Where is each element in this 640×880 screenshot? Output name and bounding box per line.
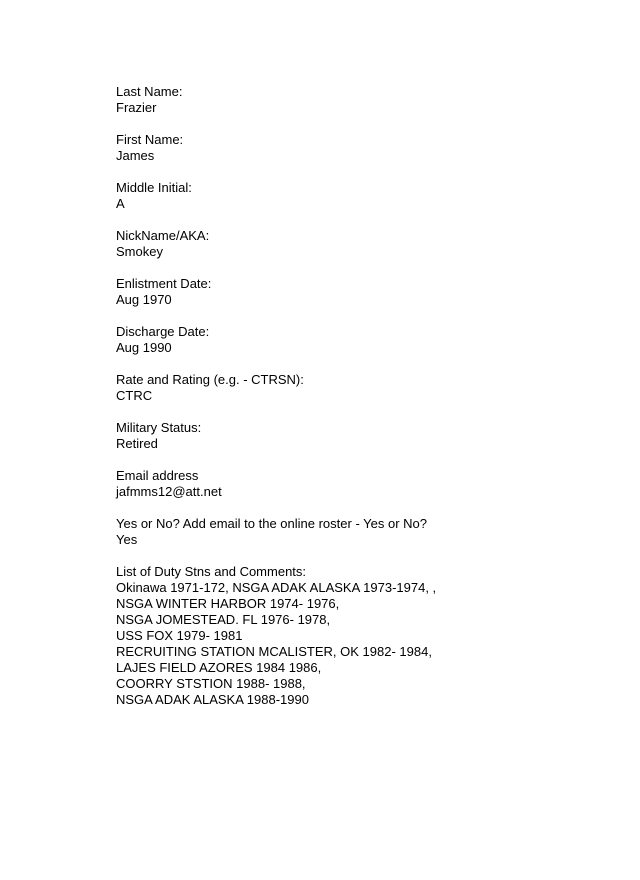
duty-station-line: LAJES FIELD AZORES 1984 1986, <box>116 660 322 675</box>
duty-station-line: NSGA ADAK ALASKA 1988-1990 <box>116 692 309 707</box>
roster-optin-field <box>116 516 436 548</box>
rate-rating-value: CTRC <box>116 388 153 403</box>
enlistment-date-field <box>116 276 436 308</box>
first-name-label: First Name: <box>116 132 184 147</box>
discharge-date-field <box>116 324 436 356</box>
last-name-field <box>116 84 436 116</box>
first-name-field <box>116 132 436 164</box>
enlistment-date-label: Enlistment Date: <box>116 276 212 291</box>
rate-rating-field <box>116 372 436 404</box>
duty-station-line: USS FOX 1979- 1981 <box>116 628 243 643</box>
rate-rating-label: Rate and Rating (e.g. - CTRSN): <box>116 372 304 387</box>
military-status-label: Military Status: <box>116 420 202 435</box>
email-field <box>116 468 436 500</box>
discharge-date-label: Discharge Date: <box>116 324 210 339</box>
duty-station-line: NSGA WINTER HARBOR 1974- 1976, <box>116 596 340 611</box>
middle-initial-label: Middle Initial: <box>116 180 192 195</box>
nickname-field <box>116 228 436 260</box>
duty-stations-field <box>116 564 436 708</box>
middle-initial-value: A <box>116 196 125 211</box>
duty-station-line: NSGA JOMESTEAD. FL 1976- 1978, <box>116 612 331 627</box>
nickname-label: NickName/AKA: <box>116 228 210 243</box>
duty-station-line: RECRUITING STATION MCALISTER, OK 1982- 1984, <box>116 644 432 659</box>
duty-station-line: Okinawa 1971-172, NSGA ADAK ALASKA 1973-1974, , <box>116 580 437 595</box>
first-name-value: James <box>116 148 155 163</box>
last-name-label: Last Name: <box>116 84 183 99</box>
roster-optin-label: Yes or No? Add email to the online roster - Yes or No? <box>116 516 427 531</box>
military-status-value: Retired <box>116 436 158 451</box>
middle-initial-field <box>116 180 436 212</box>
email-value: jafmms12@att.net <box>116 484 222 499</box>
roster-entry-document <box>116 84 436 724</box>
email-label: Email address <box>116 468 199 483</box>
duty-stations-label: List of Duty Stns and Comments: <box>116 564 307 579</box>
military-status-field <box>116 420 436 452</box>
enlistment-date-value: Aug 1970 <box>116 292 172 307</box>
roster-optin-value: Yes <box>116 532 138 547</box>
last-name-value: Frazier <box>116 100 157 115</box>
duty-station-line: COORRY STSTION 1988- 1988, <box>116 676 306 691</box>
nickname-value: Smokey <box>116 244 163 259</box>
discharge-date-value: Aug 1990 <box>116 340 172 355</box>
